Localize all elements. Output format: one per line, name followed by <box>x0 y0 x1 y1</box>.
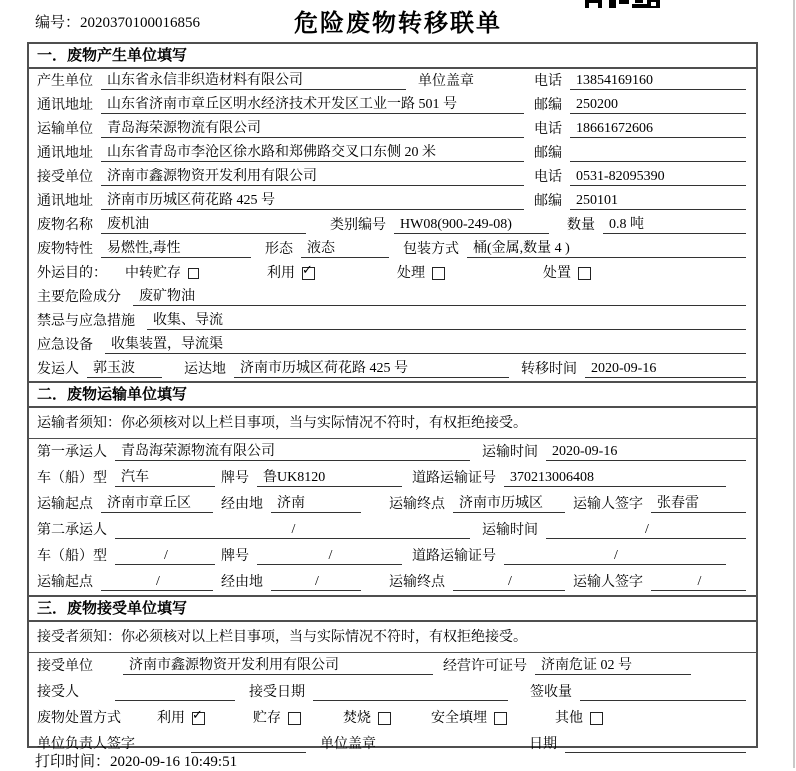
purpose-option-transfer <box>125 265 199 282</box>
emergency-equipment-label: 应急设备 <box>37 338 93 353</box>
purpose-option-treat-label: 处理 <box>397 266 425 281</box>
purpose-option-dispose <box>543 265 591 282</box>
row-carrier2 <box>29 517 756 543</box>
permit1-label: 道路运输证号 <box>412 471 496 486</box>
route1-start-value: 济南市章丘区 <box>101 495 213 513</box>
route1-sign-value: 张春雷 <box>651 495 746 513</box>
row-vehicle1 <box>29 465 756 491</box>
row-vehicle2 <box>29 543 756 569</box>
receiver-label: 接受单位 <box>37 170 93 185</box>
route2-end-value: / <box>453 573 565 591</box>
carrier1-label: 第一承运人 <box>37 445 107 460</box>
row-waste-props <box>29 237 756 261</box>
disposal-other-checkbox[interactable] <box>590 712 603 725</box>
plate1-value: 鲁UK8120 <box>257 469 402 487</box>
receiver-postal-value: 250101 <box>570 192 746 210</box>
manifest-table <box>27 42 758 752</box>
hazard-label: 主要危险成分 <box>37 290 121 305</box>
transfer-time-label: 转移时间 <box>521 362 577 377</box>
route1-sign-label: 运输人签字 <box>573 497 643 512</box>
vehicle1-label: 车（船）型 <box>37 471 107 486</box>
route1-via-value: 济南 <box>271 495 361 513</box>
license-label: 经营许可证号 <box>443 659 527 674</box>
transfer-time-value: 2020-09-16 <box>585 360 746 378</box>
route2-start-label: 运输起点 <box>37 575 93 590</box>
route2-via-label: 经由地 <box>221 575 263 590</box>
plate2-label: 牌号 <box>221 549 249 564</box>
emergency-measures-value: 收集、导流 <box>147 312 746 330</box>
waste-form-value: 液态 <box>301 240 389 258</box>
signoff-date-value <box>565 736 746 753</box>
carrier2-value: / <box>115 521 470 539</box>
receiver-value: 济南市鑫源物资开发利用有限公司 <box>101 168 524 186</box>
row-emergency-equipment <box>29 333 756 357</box>
producer-postal-label: 邮编 <box>534 98 562 113</box>
route1-start-label: 运输起点 <box>37 497 93 512</box>
transporter-phone-value: 18661672606 <box>570 120 746 138</box>
purpose-label: 外运目的： <box>37 266 107 281</box>
purpose-option-transfer-label: 中转贮存 <box>125 266 181 281</box>
serial-value: 2020370100016856 <box>80 15 201 31</box>
accept-date-value <box>313 684 508 701</box>
dispose-checkbox[interactable] <box>578 267 591 280</box>
receive-unit-value: 济南市鑫源物资开发利用有限公司 <box>123 657 433 675</box>
disposal-option-other-label: 其他 <box>555 711 583 726</box>
disposal-option-landfill <box>431 710 507 727</box>
plate2-value: / <box>257 547 402 565</box>
receiver-address-value: 济南市历城区荷花路 425 号 <box>101 192 524 210</box>
section2-title: 二．废物运输单位填写 <box>29 383 756 408</box>
accept-date-label: 接受日期 <box>249 685 305 700</box>
waste-form-label: 形态 <box>265 242 293 257</box>
row-waste-name <box>29 213 756 237</box>
receiver-address-label: 通讯地址 <box>37 194 93 209</box>
signoff-date-label: 日期 <box>529 737 557 752</box>
carrier2-time-label: 运输时间 <box>482 523 538 538</box>
row-producer-address <box>29 93 756 117</box>
section-producer <box>29 44 756 381</box>
treat-checkbox[interactable] <box>432 267 445 280</box>
transporter-address-value: 山东省青岛市李沧区徐水路和郑佛路交叉口东侧 20 米 <box>101 144 524 162</box>
producer-value: 山东省永信非织造材料有限公司 <box>101 72 406 90</box>
emergency-equipment-value: 收集装置，导流渠 <box>105 336 746 354</box>
permit1-value: 370213006408 <box>504 469 726 487</box>
row-receive-unit <box>29 653 756 679</box>
disposal-store-checkbox[interactable] <box>288 712 301 725</box>
purpose-option-use-label: 利用 <box>267 266 295 281</box>
producer-label: 产生单位 <box>37 74 93 89</box>
waste-name-label: 废物名称 <box>37 218 93 233</box>
destination-label: 运达地 <box>184 362 226 377</box>
disposal-landfill-checkbox[interactable] <box>494 712 507 725</box>
carrier2-label: 第二承运人 <box>37 523 107 538</box>
row-transporter <box>29 117 756 141</box>
transporter-address-label: 通讯地址 <box>37 146 93 161</box>
producer-address-value: 山东省济南市章丘区明水经济技术开发区工业一路 501 号 <box>101 96 524 114</box>
print-time-value: 2020-09-16 10:49:51 <box>110 754 238 770</box>
row-route2 <box>29 569 756 595</box>
section-receive <box>29 595 756 757</box>
waste-qty-label: 数量 <box>567 218 595 233</box>
row-receiver <box>29 165 756 189</box>
dispatcher-value: 郭玉波 <box>87 360 162 378</box>
use-checkbox[interactable] <box>302 267 315 280</box>
section1-title: 一．废物产生单位填写 <box>29 44 756 69</box>
route2-sign-label: 运输人签字 <box>573 575 643 590</box>
hazard-value: 废矿物油 <box>133 288 746 306</box>
producer-phone-value: 13854169160 <box>570 72 746 90</box>
route1-end-label: 运输终点 <box>389 497 445 512</box>
signoff-seal-label: 单位盖章 <box>320 737 376 752</box>
license-value: 济南危证 02 号 <box>535 657 691 675</box>
disposal-label: 废物处置方式 <box>37 711 121 726</box>
producer-phone-label: 电话 <box>534 74 562 89</box>
disposal-option-burn <box>343 710 391 727</box>
transporter-label: 运输单位 <box>37 122 93 137</box>
row-hazard <box>29 285 756 309</box>
carrier2-time-value: / <box>546 521 746 539</box>
dispatcher-label: 发运人 <box>37 362 79 377</box>
purpose-option-treat <box>397 265 445 282</box>
waste-name-value: 废机油 <box>101 216 306 234</box>
transfer-storage-checkbox[interactable] <box>188 268 199 279</box>
vehicle1-value: 汽车 <box>115 469 215 487</box>
signed-qty-label: 签收量 <box>530 685 572 700</box>
disposal-option-store-label: 贮存 <box>253 711 281 726</box>
page-edge <box>793 0 795 768</box>
vehicle2-label: 车（船）型 <box>37 549 107 564</box>
route2-via-value: / <box>271 573 361 591</box>
vehicle2-value: / <box>115 547 215 565</box>
receive-unit-label: 接受单位 <box>37 659 93 674</box>
transporter-phone-label: 电话 <box>534 122 562 137</box>
transporter-postal-value <box>570 145 746 162</box>
packing-value: 桶(金属,数量 4 ) <box>467 240 746 258</box>
receiver-phone-value: 0531-82095390 <box>570 168 746 186</box>
row-receiver-address <box>29 189 756 213</box>
waste-category-label: 类别编号 <box>330 218 386 233</box>
waste-props-value: 易燃性,毒性 <box>101 240 251 258</box>
section3-title: 三．废物接受单位填写 <box>29 597 756 622</box>
permit2-label: 道路运输证号 <box>412 549 496 564</box>
waste-qty-value: 0.8 吨 <box>603 216 746 234</box>
purpose-option-use <box>267 265 315 282</box>
disposal-option-use-label: 利用 <box>157 711 185 726</box>
qr-code-fragment <box>585 0 661 9</box>
carrier1-value: 青岛海荣源物流有限公司 <box>115 443 470 461</box>
carrier1-time-value: 2020-09-16 <box>546 443 746 461</box>
serial-label: 编号： <box>35 15 81 31</box>
producer-seal-label: 单位盖章 <box>418 74 474 89</box>
producer-address-label: 通讯地址 <box>37 98 93 113</box>
permit2-value: / <box>504 547 726 565</box>
row-emergency-measures <box>29 309 756 333</box>
receiver-postal-label: 邮编 <box>534 194 562 209</box>
plate1-label: 牌号 <box>221 471 249 486</box>
row-acceptance <box>29 679 756 705</box>
row-disposal <box>29 705 756 731</box>
destination-value: 济南市历城区荷花路 425 号 <box>234 360 509 378</box>
waste-category-value: HW08(900-249-08) <box>394 216 549 234</box>
disposal-burn-checkbox[interactable] <box>378 712 391 725</box>
transporter-notice: 运输者须知：你必须核对以上栏目事项，当与实际情况不符时，有权拒绝接受。 <box>29 408 756 439</box>
disposal-option-store <box>253 710 301 727</box>
row-transporter-address <box>29 141 756 165</box>
purpose-option-dispose-label: 处置 <box>543 266 571 281</box>
route2-start-value: / <box>101 573 213 591</box>
acceptor-label: 接受人 <box>37 685 79 700</box>
row-producer <box>29 69 756 93</box>
acceptor-value <box>115 684 235 701</box>
route2-end-label: 运输终点 <box>389 575 445 590</box>
row-carrier1 <box>29 439 756 465</box>
receiver-notice: 接受者须知：你必须核对以上栏目事项，当与实际情况不符时，有权拒绝接受。 <box>29 622 756 653</box>
signoff-label: 单位负责人签字 <box>37 737 135 752</box>
row-route1 <box>29 491 756 517</box>
route2-sign-value: / <box>651 573 746 591</box>
disposal-use-checkbox[interactable] <box>192 712 205 725</box>
print-time-label: 打印时间： <box>35 754 111 770</box>
transporter-value: 青岛海荣源物流有限公司 <box>101 120 524 138</box>
section-transport <box>29 381 756 595</box>
row-dispatch <box>29 357 756 381</box>
route1-end-value: 济南市历城区 <box>453 495 565 513</box>
receiver-phone-label: 电话 <box>534 170 562 185</box>
waste-props-label: 废物特性 <box>37 242 93 257</box>
carrier1-time-label: 运输时间 <box>482 445 538 460</box>
disposal-option-other <box>555 710 603 727</box>
transporter-postal-label: 邮编 <box>534 146 562 161</box>
emergency-measures-label: 禁忌与应急措施 <box>37 314 135 329</box>
route1-via-label: 经由地 <box>221 497 263 512</box>
row-purpose <box>29 261 756 285</box>
page-title: 危险废物转移联单 <box>294 11 502 37</box>
disposal-option-landfill-label: 安全填埋 <box>431 711 487 726</box>
packing-label: 包装方式 <box>403 242 459 257</box>
disposal-option-use <box>157 710 205 727</box>
producer-postal-value: 250200 <box>570 96 746 114</box>
signed-qty-value <box>580 684 746 701</box>
disposal-option-burn-label: 焚烧 <box>343 711 371 726</box>
